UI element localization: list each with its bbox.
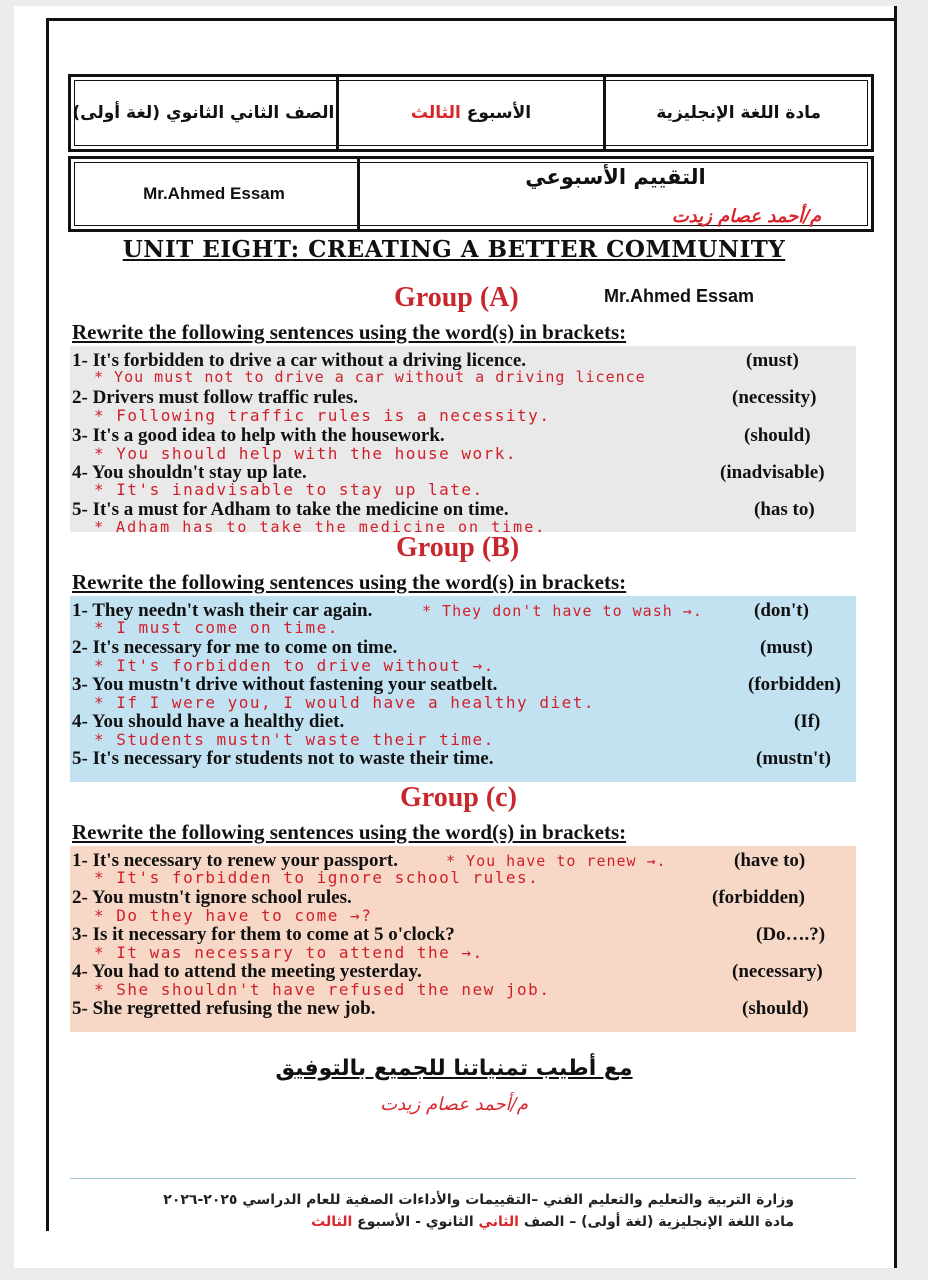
handwritten-answer: * It's forbidden to ignore school rules. bbox=[94, 868, 540, 887]
group-c-item-4 bbox=[70, 961, 856, 981]
group-b-item-5 bbox=[70, 748, 856, 768]
bracket-word: (must) bbox=[746, 350, 799, 371]
bracket-word: (inadvisable) bbox=[720, 462, 825, 483]
header-row-2 bbox=[68, 156, 874, 232]
sentence: 5- She regretted refusing the new job. bbox=[72, 998, 376, 1019]
signature: م/أحمد عصام زيدت bbox=[671, 206, 821, 227]
sentence: 3- It's a good idea to help with the housework. bbox=[72, 425, 445, 446]
worksheet-page bbox=[14, 6, 897, 1268]
footer-part: الثالث bbox=[311, 1214, 353, 1230]
handwritten-answer: * I must come on time. bbox=[94, 618, 339, 637]
group-a-title: Group (A) bbox=[394, 282, 519, 313]
sentence: 3- Is it necessary for them to come at 5 o'clock? bbox=[72, 924, 455, 945]
handwritten-answer: * They don't have to wash →. bbox=[422, 602, 703, 620]
handwritten-answer: * Students mustn't waste their time. bbox=[94, 730, 495, 749]
subject-label: مادة اللغة الإنجليزية bbox=[656, 103, 822, 123]
sentence: 1- It's forbidden to drive a car without a driving licence. bbox=[72, 350, 527, 371]
group-b-instruction: Rewrite the following sentences using the word(s) in brackets: bbox=[72, 570, 627, 594]
group-a-teacher: Mr.Ahmed Essam bbox=[604, 286, 755, 306]
handwritten-answer: * It's inadvisable to stay up late. bbox=[94, 480, 484, 499]
footer-part: الثاني bbox=[478, 1214, 519, 1230]
sentence: 5- It's necessary for students not to waste their time. bbox=[72, 748, 494, 769]
handwritten-answer: * Do they have to come →? bbox=[94, 906, 373, 925]
group-a-item-4 bbox=[70, 462, 856, 482]
footer-line-1: وزارة التربية والتعليم والتعليم الفني –التقييمات والأداءات الصفية للعام الدراسي ٢٠٢٥-٢٠٢٦ bbox=[163, 1192, 794, 1208]
grade-label: الصف الثاني الثانوي (لغة أولى) bbox=[72, 103, 335, 123]
group-c-item-2 bbox=[70, 887, 856, 907]
closing-wishes: مع أطيب تمنياتنا للجميع بالتوفيق bbox=[275, 1056, 633, 1081]
sentence: 1- They needn't wash their car again. bbox=[72, 600, 373, 621]
group-b-item-3 bbox=[70, 674, 856, 694]
sentence: 4- You shouldn't stay up late. bbox=[72, 462, 307, 483]
group-b-box bbox=[70, 596, 856, 782]
handwritten-answer: * She shouldn't have refused the new job. bbox=[94, 980, 551, 999]
group-b-item-4 bbox=[70, 711, 856, 731]
group-b-title: Group (B) bbox=[396, 532, 520, 563]
bracket-word: (necessary) bbox=[732, 961, 823, 982]
header-row-1 bbox=[68, 74, 874, 152]
group-b-item-2 bbox=[70, 637, 856, 657]
bracket-word: (forbidden) bbox=[748, 674, 841, 695]
sentence: 2- Drivers must follow traffic rules. bbox=[72, 387, 358, 408]
bracket-word: (must) bbox=[760, 637, 813, 658]
footer-line-2 bbox=[74, 1214, 794, 1230]
bracket-word: (If) bbox=[794, 711, 821, 732]
footer-divider bbox=[70, 1178, 856, 1179]
group-a-item-2 bbox=[70, 387, 856, 407]
handwritten-answer: * Adham has to take the medicine on time. bbox=[94, 518, 547, 536]
group-c-instruction: Rewrite the following sentences using the word(s) in brackets: bbox=[72, 820, 627, 844]
group-c-item-1 bbox=[70, 850, 856, 870]
group-a-item-3 bbox=[70, 425, 856, 445]
sentence: 4- You should have a healthy diet. bbox=[72, 711, 345, 732]
assessment-title: التقييم الأسبوعي bbox=[525, 165, 706, 189]
group-c-box bbox=[70, 846, 856, 1032]
footer-part: مادة اللغة الإنجليزية (لغة أولى) – الصف bbox=[523, 1214, 794, 1230]
group-c-item-5 bbox=[70, 998, 856, 1018]
sentence: 2- It's necessary for me to come on time. bbox=[72, 637, 398, 658]
handwritten-answer: * It's forbidden to drive without →. bbox=[94, 656, 495, 675]
group-b-item-1 bbox=[70, 600, 856, 620]
week-label bbox=[411, 103, 531, 123]
week-name: الثالث bbox=[410, 103, 461, 123]
teacher-name: Mr.Ahmed Essam bbox=[143, 184, 285, 203]
sentence: 3- You mustn't drive without fastening your seatbelt. bbox=[72, 674, 498, 695]
group-c-item-3 bbox=[70, 924, 856, 944]
closing-signature: م/أحمد عصام زيدت bbox=[380, 1094, 528, 1115]
bracket-word: (should) bbox=[742, 998, 809, 1019]
footer-part: الثانوي - الأسبوع bbox=[357, 1214, 474, 1230]
bracket-word: (mustn't) bbox=[756, 748, 831, 769]
grade-cell bbox=[71, 77, 336, 149]
unit-title: UNIT EIGHT: CREATING A BETTER COMMUNITY bbox=[122, 236, 786, 263]
sentence: 5- It's a must for Adham to take the medicine on time. bbox=[72, 499, 509, 520]
sentence: 1- It's necessary to renew your passport. bbox=[72, 850, 398, 871]
assessment-cell bbox=[357, 159, 871, 229]
handwritten-answer: * If I were you, I would have a healthy diet. bbox=[94, 693, 595, 712]
group-a-item-5 bbox=[70, 499, 856, 519]
teacher-cell bbox=[71, 159, 357, 229]
handwritten-answer: * You must not to drive a car without a driving licence bbox=[94, 368, 646, 386]
bracket-word: (should) bbox=[744, 425, 811, 446]
bracket-word: (have to) bbox=[734, 850, 806, 871]
week-prefix: الأسبوع bbox=[466, 103, 532, 123]
sentence: 4- You had to attend the meeting yesterday. bbox=[72, 961, 422, 982]
group-a-box bbox=[70, 346, 856, 536]
bracket-word: (necessity) bbox=[732, 387, 817, 408]
handwritten-answer: * It was necessary to attend the →. bbox=[94, 943, 484, 962]
handwritten-answer: * You should help with the house work. bbox=[94, 444, 518, 463]
bracket-word: (forbidden) bbox=[712, 887, 805, 908]
group-a-item-1 bbox=[70, 350, 856, 370]
sentence: 2- You mustn't ignore school rules. bbox=[72, 887, 352, 908]
header-table bbox=[68, 74, 874, 232]
bracket-word: (don't) bbox=[754, 600, 809, 621]
subject-cell bbox=[603, 77, 871, 149]
week-cell bbox=[336, 77, 604, 149]
handwritten-answer: * Following traffic rules is a necessity. bbox=[94, 406, 551, 425]
bracket-word: (has to) bbox=[754, 499, 815, 520]
group-c-title: Group (c) bbox=[400, 782, 517, 813]
handwritten-answer: * You have to renew →. bbox=[446, 852, 667, 870]
group-a-instruction: Rewrite the following sentences using the word(s) in brackets: bbox=[72, 320, 627, 344]
bracket-word: (Do….?) bbox=[756, 924, 826, 945]
